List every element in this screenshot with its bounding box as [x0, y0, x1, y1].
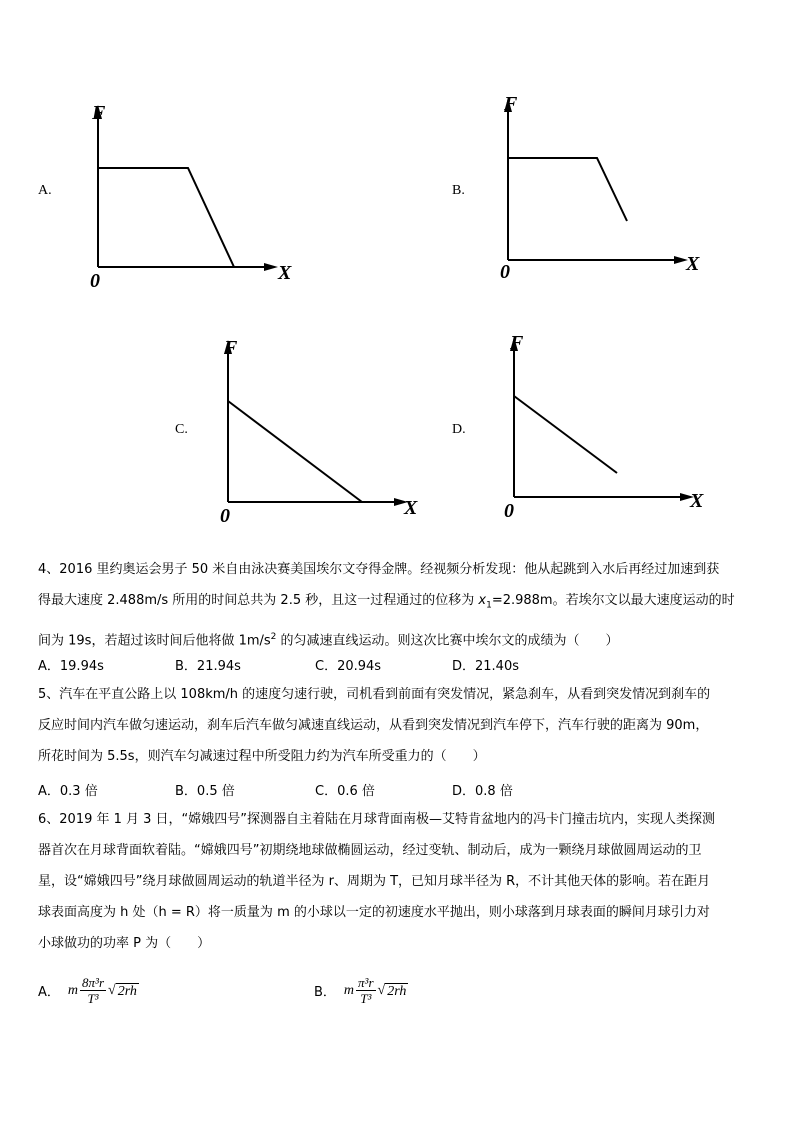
q5-option-a[interactable]: A．0.3 倍 — [38, 784, 98, 799]
q4-option-a[interactable]: A．19.94s — [38, 659, 104, 674]
graph-a-origin: 0 — [90, 270, 100, 292]
q5-option-b[interactable]: B．0.5 倍 — [175, 784, 235, 799]
q6-line-5: 小球做功的功率 P 为（ ） — [38, 936, 211, 951]
q6-option-b-fraction: $\frac{\text{π³r}}{\text{T³}}$ — [358, 975, 374, 1006]
graph-c-curve — [228, 401, 362, 502]
graph-a-x-arrow — [264, 263, 278, 271]
q6-line-3: 星，设“嫦娥四号”绕月球做圆周运动的轨道半径为 r、周期为 T，已知月球半径为 R，不计其他天体的影响。若在距月 — [38, 874, 711, 889]
q6-line-4: 球表面高度为 h 处（h = R）将一质量为 m 的小球以一定的初速度水平抛出，则小球落到月球表面的瞬间月球引力对 — [38, 905, 710, 920]
question-6 — [38, 804, 758, 959]
question-4 — [38, 554, 758, 656]
q4-option-d[interactable]: D．21.40s — [452, 659, 519, 674]
graph-c-y-label: F — [224, 337, 238, 359]
graph-b-origin: 0 — [500, 261, 510, 283]
graph-d-label: D. — [452, 422, 466, 437]
q4-option-c[interactable]: C．20.94s — [315, 659, 382, 674]
q6-option-a-fraction: $\frac{\text{8π³r}}{\text{T³}}$ — [82, 975, 105, 1006]
graph-b-label: B. — [452, 183, 465, 198]
graph-d-y-label: F — [510, 332, 524, 354]
q5-line-3: 所花时间为 5.5s，则汽车匀减速过程中所受阻力约为汽车所受重力的（ ） — [38, 749, 486, 764]
q6-option-a-sqrt: √ 2rh — [108, 982, 137, 999]
graph-a — [80, 95, 305, 295]
graph-c — [210, 328, 435, 528]
graph-d-curve — [514, 396, 617, 473]
graph-a-curve — [98, 168, 234, 267]
q6-line-2: 器首次在月球背面软着陆。“嫦娥四号”初期绕地球做椭圆运动，经过变轨、制动后，成为一颗绕月球做圆周运动的卫 — [38, 843, 702, 858]
graph-c-origin: 0 — [220, 505, 230, 527]
q6-option-b-sqrt: √ 2rh — [377, 982, 407, 999]
graph-d-x-label: X — [690, 490, 704, 512]
q4-line-2: 得最大速度 2.488m/s 所用的时间总共为 2.5 秒，且这一过程通过的位移为 $x_1=2.988m$。若埃尔文以最大速度运动的时 — [38, 593, 735, 611]
graph-c-x-label: X — [404, 497, 418, 519]
graph-b — [490, 88, 715, 288]
graph-d-origin: 0 — [504, 500, 514, 522]
graph-c-label: C. — [175, 422, 188, 437]
q6-option-a[interactable]: A． m $\frac{\text{8π³r}}{\text{T³}}$ √ 2rh — [38, 975, 137, 1006]
q6-line-1: 6、2019 年 1 月 3 日，“嫦娥四号”探测器自主着陆在月球背面南极—艾特肯盆地内的冯卡门撞击坑内，实现人类探测 — [38, 812, 716, 827]
graph-b-y-label: F — [504, 93, 518, 115]
q5-option-c[interactable]: C．0.6 倍 — [315, 784, 375, 799]
graph-a-x-label: X — [278, 262, 292, 284]
graph-a-y-label: F — [92, 102, 106, 124]
q5-option-d[interactable]: D．0.8 倍 — [452, 784, 513, 799]
q4-option-b[interactable]: B．21.94s — [175, 659, 241, 674]
graph-d — [496, 325, 721, 525]
q5-line-2: 反应时间内汽车做匀速运动，刹车后汽车做匀减速直线运动，从看到突发情况到汽车停下，汽车行驶的距离为 90m， — [38, 718, 709, 733]
q6-option-b[interactable]: B． m $\frac{\text{π³r}}{\text{T³}}$ √ 2rh — [314, 975, 407, 1006]
q4-line-3: 间为 19s，若超过该时间后他将做 $1m/s^2$ 的匀减速直线运动。则这次比赛中埃尔文的成绩为（ ） — [38, 631, 619, 648]
q5-line-1: 5、汽车在平直公路上以 108km/h 的速度匀速行驶，司机看到前面有突发情况，紧急刹车，从看到突发情况到刹车的 — [38, 687, 711, 702]
graph-a-label: A. — [38, 183, 52, 198]
question-5 — [38, 679, 758, 772]
q4-line-1: 4、2016 里约奥运会男子 50 米自由泳决赛美国埃尔文夺得金牌。经视频分析发现：他从起跳到入水后再经过加速到获 — [38, 562, 720, 577]
graph-b-curve — [508, 158, 627, 221]
graph-b-x-label: X — [686, 253, 700, 275]
